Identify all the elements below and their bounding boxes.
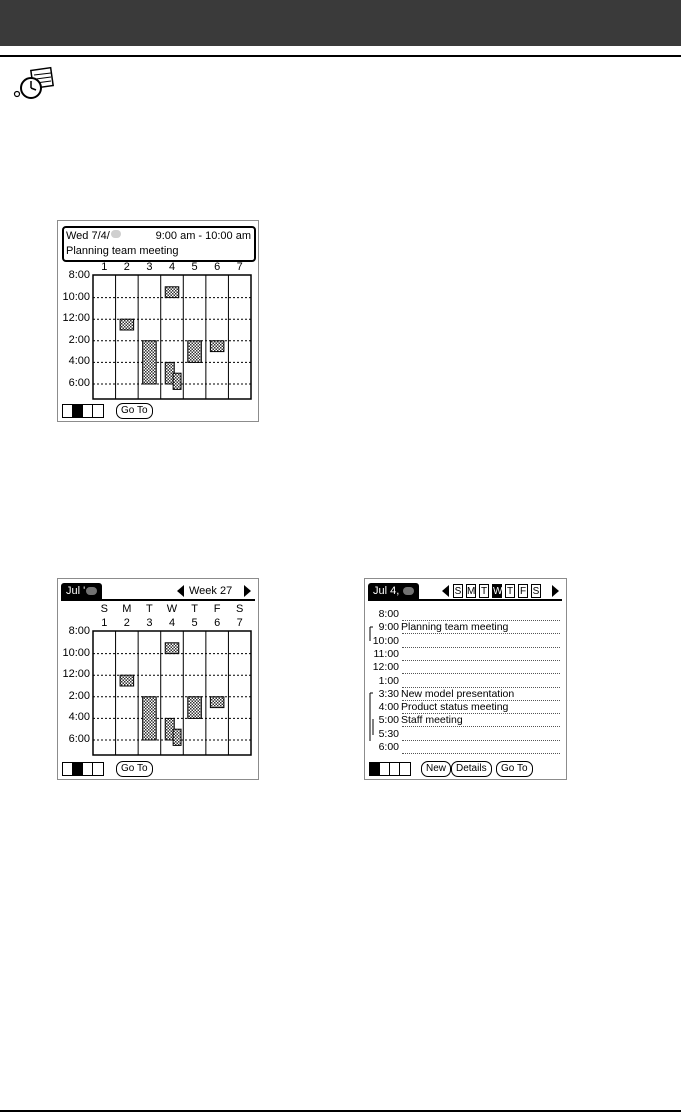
day-number-label[interactable]: 6 xyxy=(214,261,221,273)
footer-rule xyxy=(0,1110,681,1112)
week-view-icon[interactable] xyxy=(73,405,83,417)
popup-date: Wed 7/4/ xyxy=(66,230,110,242)
title-rule xyxy=(368,599,562,601)
time-label: 4:00 xyxy=(68,355,90,368)
day-row-time[interactable]: 5:30 xyxy=(378,727,399,740)
day-number-label[interactable]: 3 xyxy=(146,617,153,629)
day-selector[interactable] xyxy=(453,584,549,598)
day-row-time[interactable]: 11:00 xyxy=(373,647,399,660)
day-letter-label: T xyxy=(146,603,153,615)
day-row-line xyxy=(402,647,560,648)
day-number-label[interactable]: 7 xyxy=(236,617,243,629)
day-number-label[interactable]: 5 xyxy=(191,261,198,273)
appointment-block[interactable] xyxy=(173,729,181,745)
day-view-icon[interactable] xyxy=(63,763,73,775)
appointment-block[interactable] xyxy=(143,341,157,384)
day-selector-cell[interactable]: F xyxy=(519,586,527,597)
time-label: 2:00 xyxy=(68,689,90,702)
day-selector-cell[interactable]: W xyxy=(493,586,503,597)
day-row-description[interactable]: Planning team meeting xyxy=(401,621,509,634)
day-row-time[interactable]: 12:00 xyxy=(372,661,399,674)
time-label: 12:00 xyxy=(62,668,90,681)
day-number-label[interactable]: 2 xyxy=(123,617,130,629)
day-selector-cell[interactable]: S xyxy=(454,586,462,597)
appointment-block[interactable] xyxy=(165,643,179,654)
view-selector[interactable] xyxy=(62,762,104,776)
day-letter-label: F xyxy=(213,603,221,615)
appointment-block[interactable] xyxy=(188,341,202,363)
redacted-year xyxy=(403,587,414,595)
day-selector-cell[interactable]: T xyxy=(506,586,514,597)
day-row-line xyxy=(402,633,560,634)
appointment-block[interactable] xyxy=(120,675,134,686)
day-row-time[interactable]: 4:00 xyxy=(378,701,399,714)
time-label: 2:00 xyxy=(68,333,90,346)
day-row-time[interactable]: 1:00 xyxy=(378,674,399,687)
appointment-block[interactable] xyxy=(120,319,134,330)
day-row-time[interactable]: 5:00 xyxy=(378,714,399,727)
time-label: 6:00 xyxy=(68,733,90,745)
day-row-time[interactable]: 8:00 xyxy=(378,608,399,620)
day-letter-label: S xyxy=(236,603,244,615)
day-row-time[interactable]: 6:00 xyxy=(378,741,399,753)
day-number-label[interactable]: 5 xyxy=(191,617,198,629)
view-selector[interactable] xyxy=(369,762,411,776)
details-button[interactable]: Details xyxy=(451,761,492,777)
day-number-label[interactable]: 3 xyxy=(146,261,153,273)
week-label: Week 27 xyxy=(189,585,233,597)
time-label: 6:00 xyxy=(68,377,90,389)
time-label: 8:00 xyxy=(68,625,90,637)
day-number-label[interactable]: 4 xyxy=(168,617,176,629)
time-label: 4:00 xyxy=(68,711,90,724)
appointment-block[interactable] xyxy=(210,697,224,708)
day-row-line xyxy=(402,660,560,661)
appointment-block[interactable] xyxy=(188,697,202,719)
month-view-icon[interactable] xyxy=(83,405,93,417)
goto-button[interactable]: Go To xyxy=(496,761,533,777)
day-number-label[interactable]: 1 xyxy=(101,617,108,629)
day-selector-cell[interactable]: M xyxy=(467,586,476,597)
date-tab[interactable]: Jul 4, xyxy=(368,583,419,599)
day-selector-cell[interactable]: S xyxy=(532,586,540,597)
day-row-line xyxy=(402,726,560,727)
day-number-label[interactable]: 6 xyxy=(214,617,221,629)
appointment-block[interactable] xyxy=(143,697,157,740)
day-letter-label: W xyxy=(166,603,178,615)
day-row-time[interactable]: 10:00 xyxy=(372,634,399,647)
day-row-time[interactable]: 3:30 xyxy=(378,687,399,700)
day-row-time[interactable]: 9:00 xyxy=(378,621,399,634)
day-row-line xyxy=(402,673,560,674)
next-week-arrow-icon[interactable] xyxy=(550,585,560,597)
day-row-line xyxy=(402,753,560,754)
time-label: 10:00 xyxy=(62,646,90,659)
appointment-block[interactable] xyxy=(165,287,179,298)
week-view-screen xyxy=(57,578,259,780)
week-view-screen-popup xyxy=(57,220,259,422)
agenda-view-icon[interactable] xyxy=(400,763,410,775)
goto-button[interactable]: Go To xyxy=(116,761,153,777)
view-selector[interactable] xyxy=(62,404,104,418)
day-row-description[interactable]: Product status meeting xyxy=(401,701,509,714)
header-rule xyxy=(0,55,681,57)
agenda-view-icon[interactable] xyxy=(93,763,103,775)
day-number-label[interactable]: 4 xyxy=(168,261,176,273)
time-label: 12:00 xyxy=(62,312,90,325)
day-number-label[interactable]: 7 xyxy=(236,261,243,273)
top-banner xyxy=(0,0,681,46)
appointment-block[interactable] xyxy=(173,373,181,389)
day-letter-label: S xyxy=(100,603,108,615)
month-tab[interactable]: Jul ' xyxy=(61,583,102,599)
goto-button[interactable]: Go To xyxy=(116,403,153,419)
appointment-block[interactable] xyxy=(210,341,224,352)
new-button[interactable]: New xyxy=(421,761,451,777)
day-row-description[interactable]: New model presentation xyxy=(401,687,515,700)
day-letter-label: T xyxy=(191,603,198,615)
datebook-clock-icon xyxy=(12,66,56,100)
agenda-view-icon[interactable] xyxy=(93,405,103,417)
day-row-description[interactable]: Staff meeting xyxy=(401,714,463,727)
day-view-icon[interactable] xyxy=(370,763,380,775)
week-view-icon[interactable] xyxy=(73,763,83,775)
month-view-icon[interactable] xyxy=(83,763,93,775)
time-label: 8:00 xyxy=(68,269,90,281)
day-number-label[interactable]: 2 xyxy=(123,261,130,273)
week-view-icon[interactable] xyxy=(380,763,390,775)
prev-week-arrow-icon[interactable] xyxy=(441,585,451,597)
day-letter-label: M xyxy=(122,603,132,615)
day-row-line xyxy=(402,740,560,741)
day-view-icon[interactable] xyxy=(63,405,73,417)
day-view-screen xyxy=(364,578,567,780)
day-selector-cell[interactable]: T xyxy=(480,586,488,597)
day-number-label[interactable]: 1 xyxy=(101,261,108,273)
time-label: 10:00 xyxy=(62,290,90,303)
month-view-icon[interactable] xyxy=(390,763,400,775)
popup-time-range: 9:00 am - 10:00 am xyxy=(155,230,251,242)
popup-title: Planning team meeting xyxy=(66,245,179,257)
